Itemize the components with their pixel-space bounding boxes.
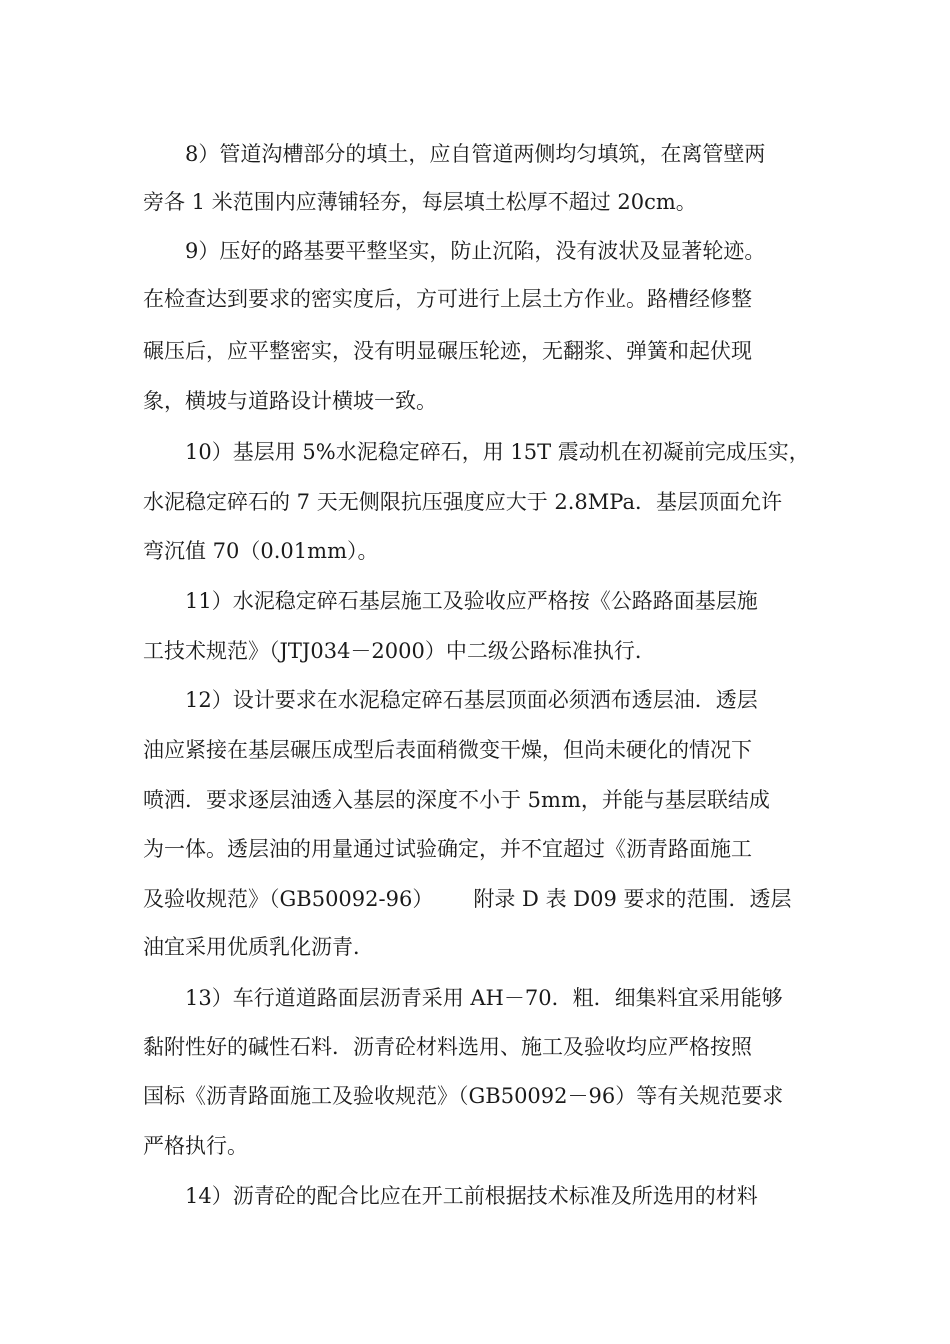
paragraph-8-line-2: 旁各 1 米范围内应薄铺轻夯，每层填土松厚不超过 20cm。 — [143, 190, 697, 214]
paragraph-13-line-2: 黏附性好的碱性石料．沥青砼材料选用、施工及验收均应严格按照 — [143, 1035, 752, 1059]
paragraph-12-line-3: 喷洒．要求逐层油透入基层的深度不小于 5mm，并能与基层联结成 — [143, 788, 770, 812]
paragraph-9-line-4: 象，横坡与道路设计横坡一致。 — [143, 389, 437, 413]
paragraph-9-line-3: 碾压后，应平整密实，没有明显碾压轮迹，无翻浆、弹簧和起伏现 — [143, 339, 752, 363]
paragraph-12-line-6: 油宜采用优质乳化沥青． — [143, 935, 374, 959]
paragraph-13-line-4: 严格执行。 — [143, 1134, 248, 1158]
paragraph-11-line-1: 11）水泥稳定碎石基层施工及验收应严格按《公路路面基层施 — [185, 589, 758, 613]
paragraph-10-line-3: 弯沉值 70（0.01mm）。 — [143, 539, 379, 563]
paragraph-8-line-1: 8）管道沟槽部分的填土，应自管道两侧均匀填筑，在离管壁两 — [185, 142, 766, 166]
paragraph-14-line-1: 14）沥青砼的配合比应在开工前根据技术标准及所选用的材料 — [185, 1184, 758, 1208]
paragraph-10-line-1: 10）基层用 5%水泥稳定碎石，用 15T 震动机在初凝前完成压实， — [185, 440, 810, 464]
paragraph-13-line-1: 13）车行道道路面层沥青采用 AH－70．粗．细集料宜采用能够 — [185, 986, 783, 1010]
paragraph-9-line-2: 在检查达到要求的密实度后，方可进行上层土方作业。路槽经修整 — [143, 287, 752, 311]
paragraph-10-line-2: 水泥稳定碎石的 7 天无侧限抗压强度应大于 2.8MPa．基层顶面允许 — [143, 490, 782, 514]
paragraph-13-line-3: 国标《沥青路面施工及验收规范》（GB50092－96）等有关规范要求 — [143, 1084, 784, 1108]
paragraph-11-line-2: 工技术规范》（JTJ034－2000）中二级公路标准执行． — [143, 639, 656, 663]
paragraph-9-line-1: 9）压好的路基要平整坚实，防止沉陷，没有波状及显著轮迹。 — [185, 239, 766, 263]
paragraph-12-line-5: 及验收规范》（GB50092-96） 附录 D 表 D09 要求的范围．透层 — [143, 887, 792, 911]
paragraph-12-line-1: 12）设计要求在水泥稳定碎石基层顶面必须洒布透层油．透层 — [185, 688, 758, 712]
paragraph-12-line-2: 油应紧接在基层碾压成型后表面稍微变干燥，但尚未硬化的情况下 — [143, 738, 752, 762]
paragraph-12-line-4: 为一体。透层油的用量通过试验确定，并不宜超过《沥青路面施工 — [143, 837, 752, 861]
